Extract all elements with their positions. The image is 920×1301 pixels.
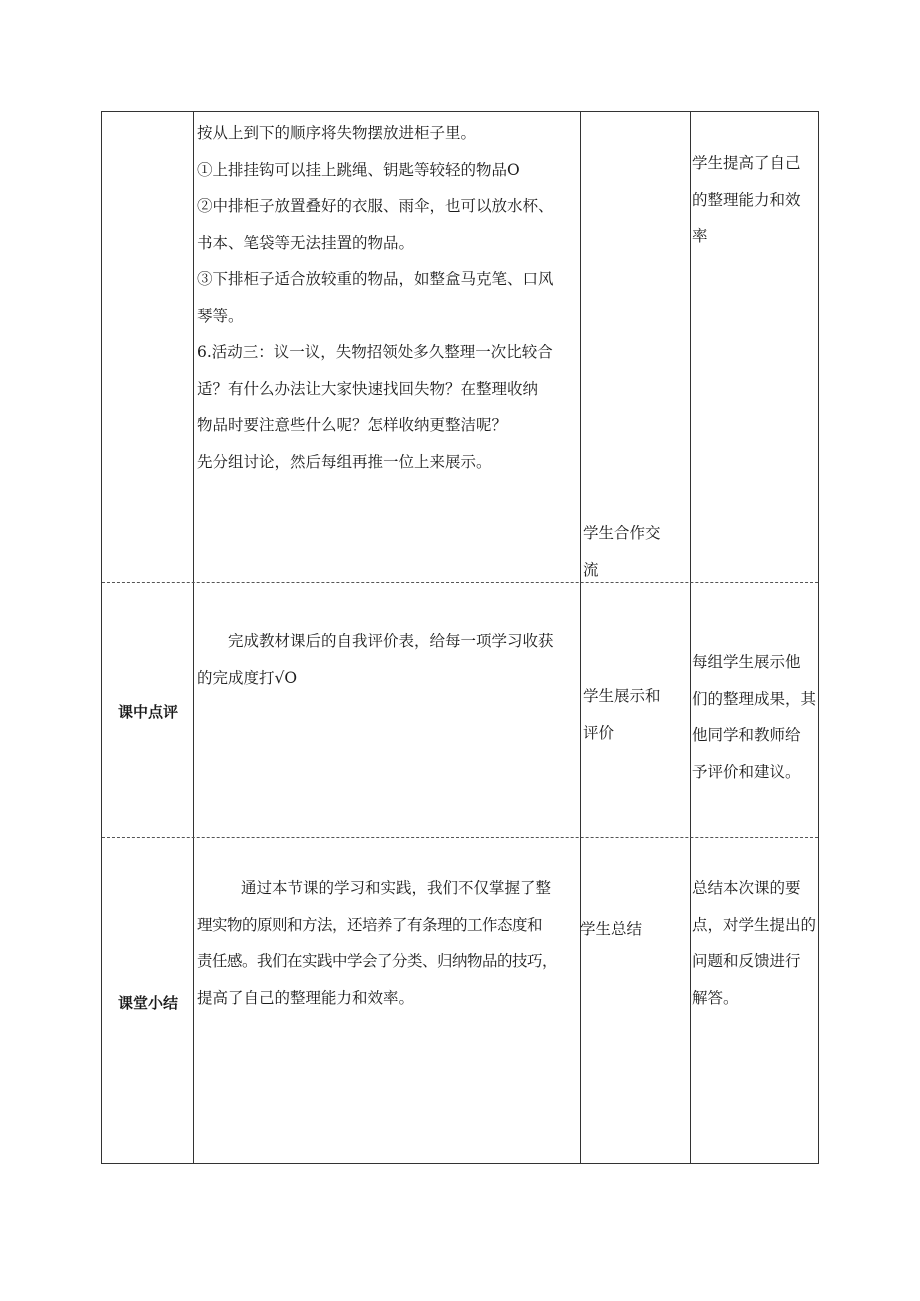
row3-label: 课堂小结 xyxy=(117,994,178,1012)
purpose-line: 们的整理成果，其 xyxy=(692,689,817,708)
content-line: 通过本节课的学习和实践，我们不仅掌握了整 xyxy=(241,879,552,897)
purpose-line: 率 xyxy=(692,227,708,245)
student-activity-line: 评价 xyxy=(583,723,615,742)
column-divider xyxy=(690,112,691,1163)
row1-content-cell xyxy=(197,115,577,480)
content-line: ③下排柜子适合放较重的物品，如整盒马克笔、口风 xyxy=(197,270,554,288)
content-line: 的完成度打√O xyxy=(197,668,298,687)
content-line: 书本、笔袋等无法挂置的物品。 xyxy=(197,233,415,252)
purpose-line: 予评价和建议。 xyxy=(692,762,801,781)
content-line: 理实物的原则和方法，还培养了有条理的工作态度和 xyxy=(197,915,543,934)
row2-purpose-cell xyxy=(692,644,820,790)
row2-student-cell xyxy=(583,678,688,751)
row2-label: 课中点评 xyxy=(117,703,178,721)
student-activity-line: 流 xyxy=(583,560,599,579)
student-activity-line: 学生合作交 xyxy=(583,524,661,542)
row3-content-cell xyxy=(197,870,580,1016)
content-line: ②中排柜子放置叠好的衣服、雨伞，也可以放水杯、 xyxy=(197,197,554,215)
row2-content-cell xyxy=(197,623,577,696)
student-activity-line: 学生总结 xyxy=(580,920,643,938)
content-line: 6.活动三：议一议，失物招领处多久整理一次比较合 xyxy=(197,343,553,361)
student-activity-line: 学生展示和 xyxy=(583,687,661,705)
lesson-plan-table xyxy=(101,111,819,1164)
row3-student-cell xyxy=(580,911,688,948)
row-divider xyxy=(102,582,818,583)
purpose-line: 他同学和教师给 xyxy=(692,726,801,744)
row1-student-cell xyxy=(583,515,688,588)
content-line: 提高了自己的整理能力和效率。 xyxy=(197,988,415,1007)
purpose-line: 解答。 xyxy=(692,988,739,1007)
purpose-line: 问题和反馈进行 xyxy=(692,952,801,970)
content-line: 责任感。我们在实践中学会了分类、归纳物品的技巧， xyxy=(197,952,558,970)
column-divider xyxy=(580,112,581,1163)
purpose-line: 的整理能力和效 xyxy=(692,190,801,209)
purpose-line: 点，对学生提出的 xyxy=(692,915,817,934)
content-line: 完成教材课后的自我评价表，给每一项学习收获 xyxy=(228,632,554,650)
content-line: 按从上到下的顺序将失物摆放进柜子里。 xyxy=(197,124,477,142)
content-line: ①上排挂钩可以挂上跳绳、钥匙等较轻的物品O xyxy=(197,160,520,179)
content-line: 先分组讨论，然后每组再推一位上来展示。 xyxy=(197,452,492,471)
row3-purpose-cell xyxy=(692,870,820,1016)
purpose-line: 每组学生展示他 xyxy=(692,653,801,671)
row-divider xyxy=(102,837,818,838)
content-line: 物品时要注意些什么呢？怎样收纳更整洁呢？ xyxy=(197,416,508,434)
content-line: 琴等。 xyxy=(197,306,244,325)
content-line: 适？有什么办法让大家快速找回失物？在整理收纳 xyxy=(197,379,539,398)
purpose-line: 学生提高了自己 xyxy=(692,154,801,172)
row1-purpose-cell xyxy=(692,145,820,255)
purpose-line: 总结本次课的要 xyxy=(692,879,801,897)
